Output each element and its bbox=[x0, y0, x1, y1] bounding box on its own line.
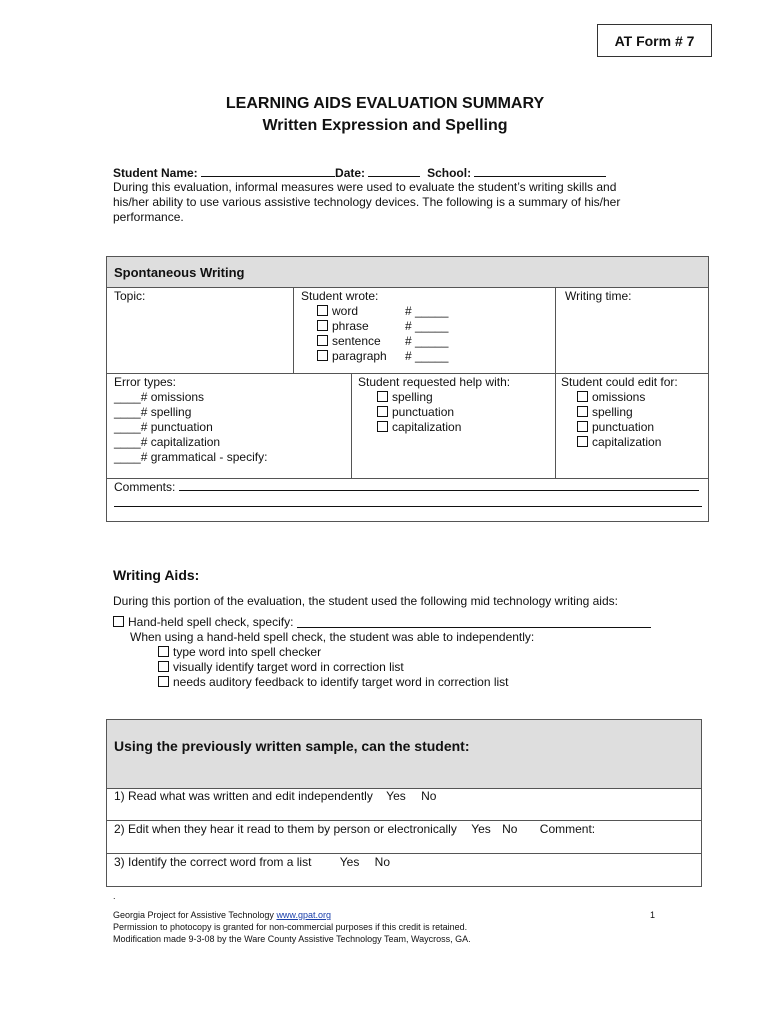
checkbox[interactable] bbox=[377, 391, 388, 402]
checkbox[interactable] bbox=[317, 305, 328, 316]
page-subtitle: Written Expression and Spelling bbox=[262, 117, 508, 134]
checkbox[interactable] bbox=[577, 436, 588, 447]
student-info-row bbox=[113, 166, 606, 180]
writing-aids-intro: During this portion of the evaluation, the student used the following mid technology writing aids: bbox=[113, 594, 618, 608]
spell-check-sub-intro: When using a hand-held spell check, the student was able to independently: bbox=[130, 630, 535, 644]
intro-line: his/her ability to use various assistive technology devices. The following is a summary of his/her bbox=[113, 195, 621, 209]
intro-paragraph bbox=[113, 180, 673, 225]
footer-dot: . bbox=[113, 891, 116, 901]
no-option[interactable]: No bbox=[421, 789, 437, 803]
checkbox[interactable] bbox=[317, 320, 328, 331]
intro-line: performance. bbox=[113, 210, 184, 224]
error-item[interactable]: ____# grammatical - specify: bbox=[114, 450, 268, 464]
writing-time-label: Writing time: bbox=[565, 289, 632, 303]
checkbox[interactable] bbox=[158, 646, 169, 657]
student-name-label: Student Name: bbox=[113, 166, 198, 180]
footer-org: Georgia Project for Assistive Technology bbox=[113, 910, 274, 920]
spontaneous-writing-table bbox=[106, 256, 709, 522]
sample-evaluation-table bbox=[106, 719, 702, 887]
checkbox[interactable] bbox=[158, 661, 169, 672]
checkbox[interactable] bbox=[577, 406, 588, 417]
question-row-2 bbox=[114, 822, 595, 837]
question-text: 2) Edit when they hear it read to them by person or electronically bbox=[114, 822, 457, 836]
checkbox[interactable] bbox=[377, 406, 388, 417]
error-types-label: Error types: bbox=[114, 375, 177, 389]
spell-check-label: Hand-held spell check, specify: bbox=[128, 615, 294, 629]
date-label: Date: bbox=[335, 166, 366, 180]
checkbox[interactable] bbox=[577, 391, 588, 402]
wrote-option-sentence[interactable]: sentence # _____ bbox=[301, 334, 448, 349]
topic-label: Topic: bbox=[114, 289, 146, 303]
page-title: LEARNING AIDS EVALUATION SUMMARY bbox=[225, 95, 545, 112]
wrote-option-paragraph[interactable]: paragraph # _____ bbox=[301, 349, 448, 364]
question-row-3 bbox=[114, 855, 390, 870]
sub-option[interactable]: visually identify target word in correction list bbox=[158, 660, 509, 675]
comments-row bbox=[114, 480, 699, 494]
page-number: 1 bbox=[650, 910, 656, 920]
error-types-block bbox=[114, 375, 267, 465]
question-text: 1) Read what was written and edit independently bbox=[114, 789, 373, 803]
error-item[interactable]: ____# omissions bbox=[114, 390, 205, 404]
student-wrote-block bbox=[301, 289, 448, 364]
spontaneous-writing-heading: Spontaneous Writing bbox=[114, 265, 245, 280]
question-text: 3) Identify the correct word from a list bbox=[114, 855, 312, 869]
writing-aids-heading: Writing Aids: bbox=[113, 567, 200, 583]
yes-option[interactable]: Yes bbox=[339, 855, 360, 869]
edit-option[interactable]: capitalization bbox=[561, 435, 678, 450]
form-number: AT Form # 7 bbox=[614, 32, 695, 49]
school-field[interactable] bbox=[474, 176, 606, 177]
help-block bbox=[358, 375, 510, 435]
help-option[interactable]: punctuation bbox=[358, 405, 510, 420]
checkbox[interactable] bbox=[317, 350, 328, 361]
intro-line: During this evaluation, informal measures were used to evaluate the student’s writing skills and bbox=[113, 180, 617, 194]
checkbox[interactable] bbox=[377, 421, 388, 432]
help-option[interactable]: spelling bbox=[358, 390, 510, 405]
edit-option[interactable]: punctuation bbox=[561, 420, 678, 435]
spell-check-specify-field[interactable] bbox=[297, 627, 651, 628]
checkbox[interactable] bbox=[577, 421, 588, 432]
question-row-1 bbox=[114, 789, 436, 804]
section-header bbox=[107, 257, 708, 288]
sample-heading: Using the previously written sample, can the student: bbox=[114, 738, 470, 754]
student-name-field[interactable] bbox=[201, 176, 335, 177]
error-item[interactable]: ____# punctuation bbox=[114, 420, 213, 434]
hand-held-spell-check-option[interactable] bbox=[113, 615, 651, 630]
checkbox[interactable] bbox=[158, 676, 169, 687]
date-field[interactable] bbox=[368, 176, 420, 177]
student-wrote-label: Student wrote: bbox=[301, 289, 379, 303]
edit-option[interactable]: omissions bbox=[561, 390, 678, 405]
footer-link[interactable]: www.gpat.org bbox=[276, 910, 331, 920]
footer bbox=[113, 909, 471, 945]
yes-option[interactable]: Yes bbox=[386, 789, 406, 803]
school-label: School: bbox=[427, 166, 472, 180]
edit-option[interactable]: spelling bbox=[561, 405, 678, 420]
edit-block bbox=[561, 375, 678, 450]
comments-field-line2[interactable] bbox=[114, 495, 702, 507]
yes-option[interactable]: Yes bbox=[471, 822, 491, 836]
checkbox[interactable] bbox=[317, 335, 328, 346]
comments-label: Comments: bbox=[114, 480, 176, 494]
section-header bbox=[107, 720, 701, 788]
wrote-option-phrase[interactable]: phrase # _____ bbox=[301, 319, 448, 334]
edit-label: Student could edit for: bbox=[561, 375, 678, 389]
help-option[interactable]: capitalization bbox=[358, 420, 510, 435]
form-number-box bbox=[597, 24, 712, 57]
spell-check-sub-list bbox=[158, 645, 509, 690]
checkbox[interactable] bbox=[113, 616, 124, 627]
comment-label: Comment: bbox=[539, 822, 596, 836]
no-option[interactable]: No bbox=[374, 855, 391, 869]
comments-field[interactable] bbox=[179, 490, 699, 491]
wrote-option-word[interactable]: word # _____ bbox=[301, 304, 448, 319]
footer-permission: Permission to photocopy is granted for non-commercial purposes if this credit is retained. bbox=[113, 922, 468, 932]
no-option[interactable]: No bbox=[502, 822, 518, 836]
footer-modification: Modification made 9-3-08 by the Ware County Assistive Technology Team, Waycross, GA. bbox=[113, 934, 471, 944]
help-label: Student requested help with: bbox=[358, 375, 511, 389]
error-item[interactable]: ____# spelling bbox=[114, 405, 192, 419]
error-item[interactable]: ____# capitalization bbox=[114, 435, 221, 449]
sub-option[interactable]: needs auditory feedback to identify target word in correction list bbox=[158, 675, 509, 690]
sub-option[interactable]: type word into spell checker bbox=[158, 645, 509, 660]
